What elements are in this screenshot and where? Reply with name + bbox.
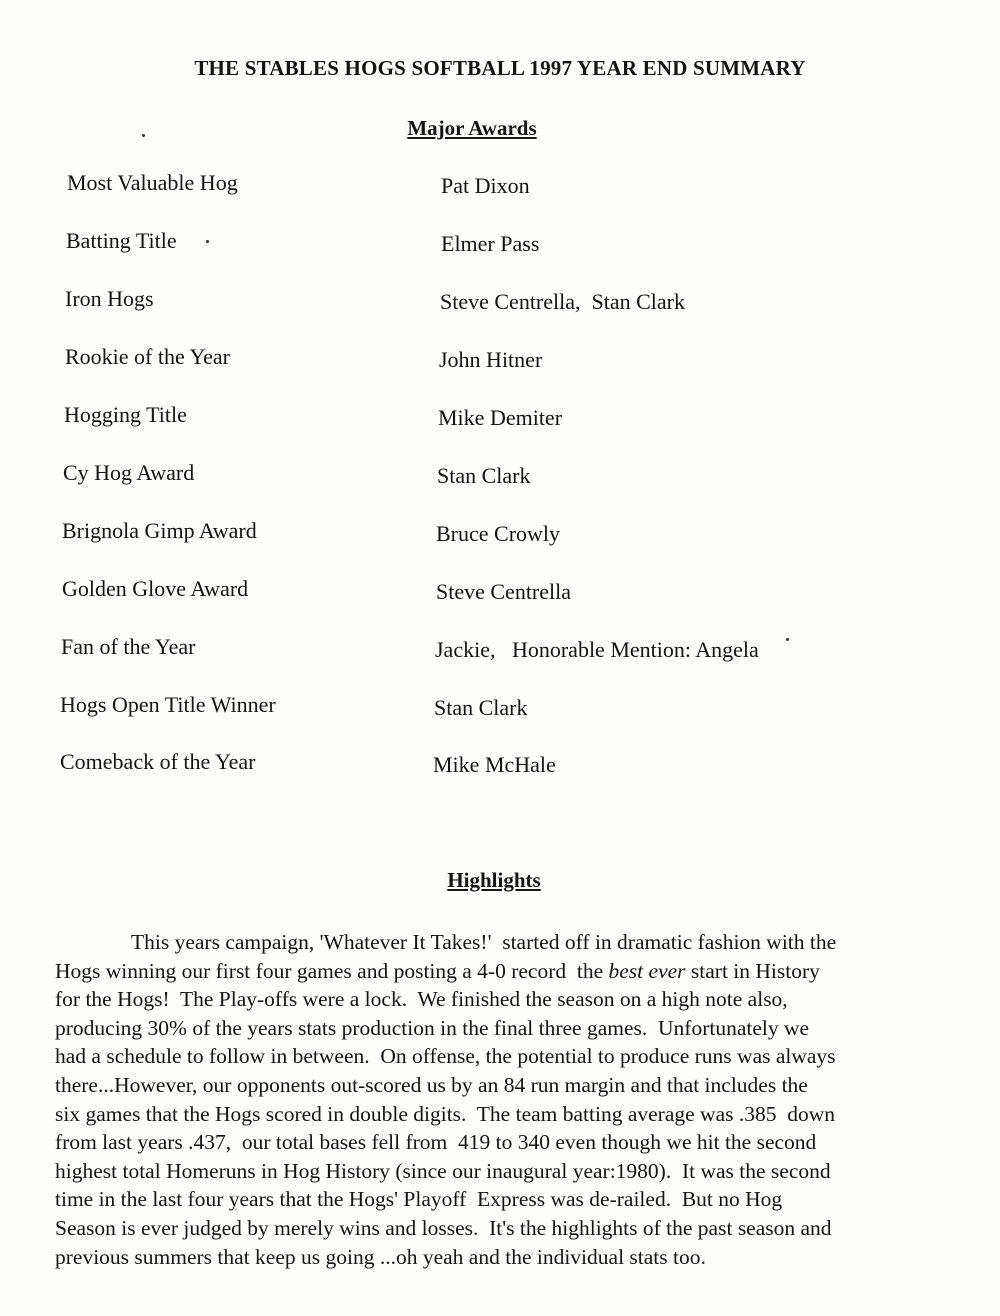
highlights-text: start in History <box>685 958 820 983</box>
major-awards-heading-text: Major Awards <box>407 116 537 140</box>
award-winner: Pat Dixon <box>441 173 530 198</box>
award-winner: Jackie, Honorable Mention: Angela <box>435 637 759 662</box>
award-name: Golden Glove Award <box>62 576 249 601</box>
highlights-text: Hogs winning our first four games and posting a 4-0 record the <box>55 958 609 983</box>
scan-speck <box>206 240 209 243</box>
award-name: Iron Hogs <box>65 286 154 311</box>
award-winner: Steve Centrella, Stan Clark <box>440 289 685 314</box>
highlights-line <box>55 957 960 986</box>
award-name: Rookie of the Year <box>65 344 230 369</box>
highlights-line: there...However, our opponents out-scored us by an 84 run margin and that includes the <box>55 1072 808 1097</box>
award-name: Comeback of the Year <box>60 749 256 774</box>
award-winner: Elmer Pass <box>441 231 540 256</box>
highlights-line: from last years .437, our total bases fell from 419 to 340 even though we hit the second <box>55 1130 817 1155</box>
award-name: Fan of the Year <box>61 634 196 659</box>
highlights-line: highest total Homeruns in Hog History (since our inaugural year:1980). It was the second <box>55 1158 831 1183</box>
award-winner: Mike McHale <box>433 752 556 777</box>
award-winner: Bruce Crowly <box>436 521 561 546</box>
award-name: Brignola Gimp Award <box>62 518 257 543</box>
award-name: Hogging Title <box>64 402 187 427</box>
scan-speck <box>786 638 789 641</box>
award-name: Batting Title <box>66 228 177 253</box>
highlights-emphasis: best ever <box>608 958 686 983</box>
highlights-line: This years campaign, 'Whatever It Takes!' started off in dramatic fashion with the <box>131 930 837 954</box>
highlights-paragraph <box>55 928 960 1271</box>
award-winner: Stan Clark <box>434 695 528 720</box>
major-awards-heading <box>0 116 972 141</box>
award-winner: Stan Clark <box>437 463 531 488</box>
highlights-line: Season is ever judged by merely wins and losses. It's the highlights of the past season and <box>55 1215 832 1240</box>
award-winner: Steve Centrella <box>436 579 572 604</box>
highlights-line: producing 30% of the years stats production in the final three games. Unfortunately we <box>55 1015 810 1040</box>
highlights-line: six games that the Hogs scored in double digits. The team batting average was .385 down <box>55 1101 836 1126</box>
award-winner: Mike Demiter <box>438 405 563 430</box>
award-winner: John Hitner <box>439 347 543 372</box>
document-title: THE STABLES HOGS SOFTBALL 1997 YEAR END SUMMARY <box>194 56 806 80</box>
scan-speck <box>142 134 145 137</box>
award-name: Most Valuable Hog <box>67 170 238 195</box>
highlights-line: for the Hogs! The Play-offs were a lock. We finished the season on a high note also, <box>55 987 788 1012</box>
highlights-heading <box>0 868 994 893</box>
award-name: Hogs Open Title Winner <box>60 692 276 717</box>
highlights-heading-text: Highlights <box>447 868 541 892</box>
highlights-line: time in the last four years that the Hogs' Playoff Express was de-railed. But no Hog <box>55 1187 783 1212</box>
highlights-line: had a schedule to follow in between. On offense, the potential to produce runs was always <box>55 1044 836 1069</box>
award-name: Cy Hog Award <box>63 460 195 485</box>
highlights-line: previous summers that keep us going ...oh yeah and the individual stats too. <box>55 1244 706 1269</box>
